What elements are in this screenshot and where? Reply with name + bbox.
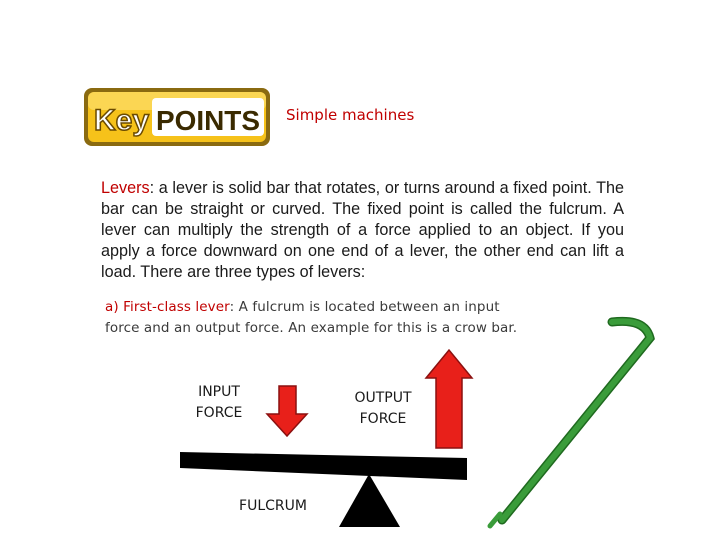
lever-bar (180, 452, 467, 480)
crowbar-icon (502, 321, 650, 520)
logo-points-text: POINTS (156, 105, 260, 136)
input-force-label-line2: FORCE (195, 405, 243, 421)
input-force-label-line1: INPUT (198, 384, 240, 400)
input-force-label (188, 382, 250, 424)
output-force-label-line2: FORCE (359, 411, 407, 427)
first-class-lever-term: a) First-class lever (105, 299, 230, 315)
output-force-label-line1: OUTPUT (354, 390, 412, 406)
first-class-lever-description: : A fulcrum is located between an input force and an output force. An example for this is a crow bar. (105, 299, 518, 336)
input-force-arrow (267, 386, 307, 436)
page-title: Simple machines (286, 106, 415, 124)
logo-key-text: Key (94, 104, 150, 137)
fulcrum-label: FULCRUM (239, 498, 307, 514)
levers-term: Levers (101, 179, 150, 197)
output-force-arrow (426, 350, 472, 448)
fulcrum-triangle (339, 474, 400, 527)
output-force-label (346, 388, 420, 430)
levers-description: : a lever is solid bar that rotates, or turns around a fixed point. The bar can be straight or curved. The fixed point is called the fulcrum. A lever can multiply the strength of a force applied to an object. If you apply a force downward on one end of a lever, the other end can lift a load. There are three types of levers: (101, 179, 624, 281)
